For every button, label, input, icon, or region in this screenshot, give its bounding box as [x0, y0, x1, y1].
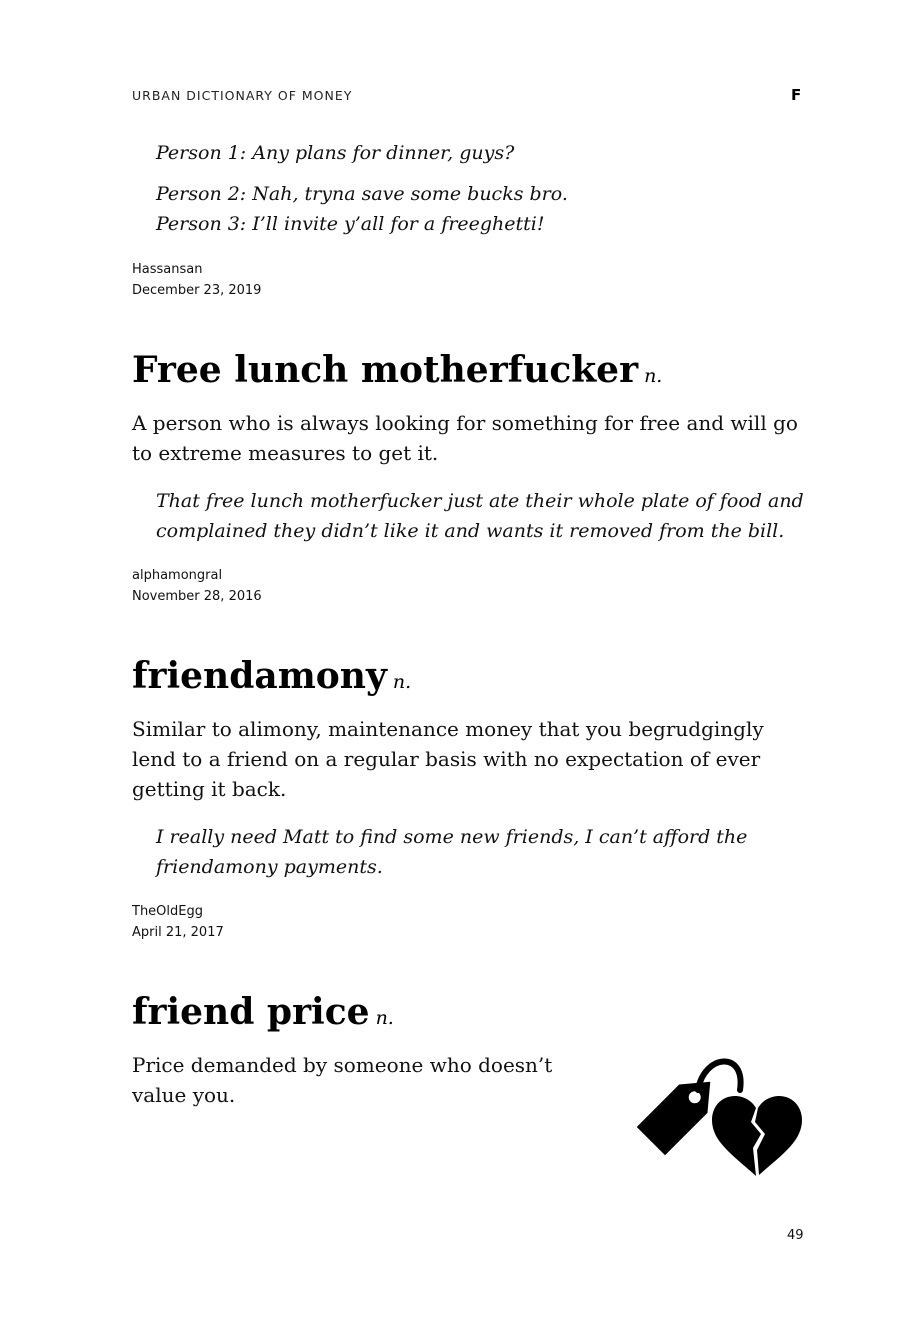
example-line: Person 2: Nah, tryna save some bucks bro.	[156, 183, 568, 205]
headword-text: friendamony	[132, 655, 387, 697]
price-tag-broken-heart-icon	[630, 1048, 808, 1180]
section-letter: F	[791, 86, 802, 104]
entry-headword	[132, 991, 394, 1033]
part-of-speech: n.	[375, 1007, 394, 1029]
entry-definition: Similar to alimony, maintenance money that you begrudgingly lend to a friend on a regular basis with no expectation of ever getting it back.	[132, 717, 764, 801]
headword-text: friend price	[132, 991, 370, 1033]
entry-author: Hassansan	[132, 262, 203, 277]
entry-example: That free lunch motherfucker just ate their whole plate of food and complained they didn’t like it and wants it removed from the bill.	[156, 490, 804, 542]
entry-date: December 23, 2019	[132, 283, 262, 298]
entry-author: alphamongral	[132, 568, 223, 583]
entry-byline	[132, 565, 262, 607]
entry-date: November 28, 2016	[132, 589, 262, 604]
entry-author: TheOldEgg	[132, 904, 203, 919]
example-line: Person 1: Any plans for dinner, guys?	[156, 142, 515, 164]
running-title: URBAN DICTIONARY OF MONEY	[132, 88, 353, 103]
part-of-speech: n.	[644, 365, 663, 387]
entry-byline	[132, 901, 224, 943]
part-of-speech: n.	[392, 671, 412, 693]
entry-headword	[132, 349, 662, 391]
headword-text: Free lunch motherfucker	[132, 349, 639, 391]
entry-definition: A person who is always looking for something for free and will go to extreme measures to get it.	[132, 411, 798, 465]
example-line: Person 3: I’ll invite y’all for a freeghetti!	[156, 213, 545, 235]
entry-headword	[132, 655, 411, 697]
entry-example: I really need Matt to find some new friends, I can’t afford the friendamony payments.	[156, 826, 748, 878]
entry-date: April 21, 2017	[132, 925, 224, 940]
page-number: 49	[787, 1228, 804, 1243]
entry-byline	[132, 259, 261, 301]
entry-definition: Price demanded by someone who doesn’t value you.	[132, 1053, 553, 1107]
